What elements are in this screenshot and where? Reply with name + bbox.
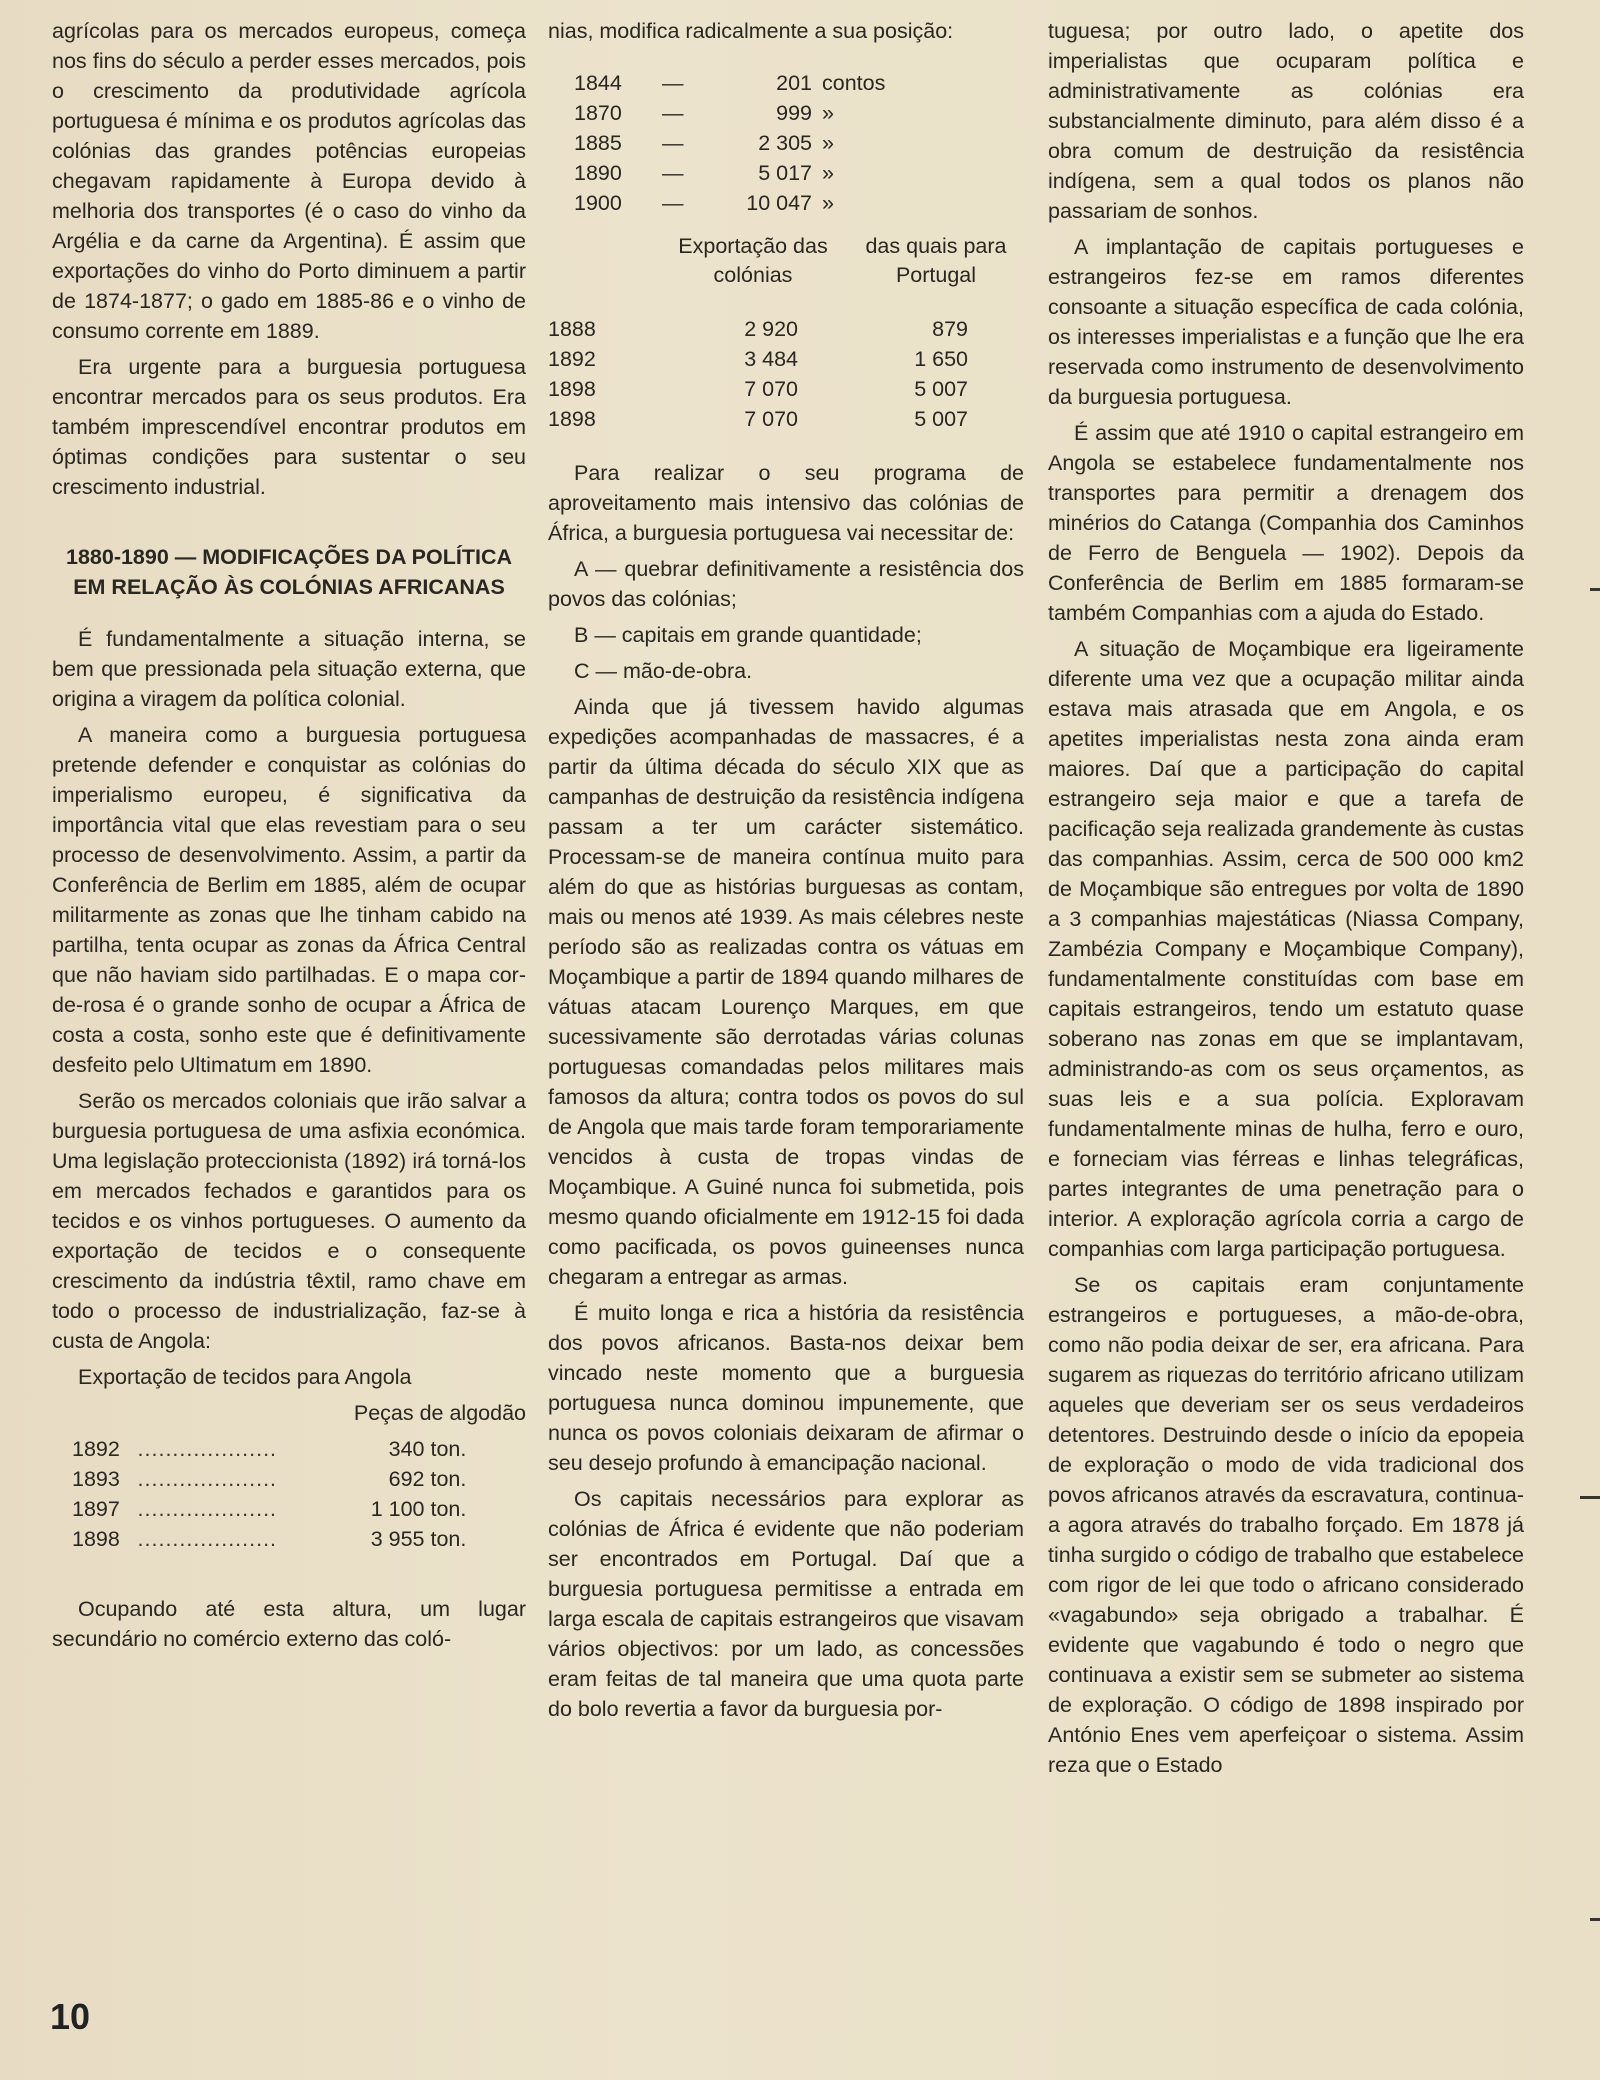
leader-dots: ....................	[137, 1527, 278, 1551]
edge-mark	[1590, 1918, 1600, 1921]
dash-cell: —	[662, 71, 684, 95]
table-row	[574, 98, 902, 128]
table-row	[574, 188, 902, 218]
year-cell: 1870	[574, 101, 622, 125]
table-row	[574, 128, 902, 158]
empty-header-cell	[548, 232, 658, 314]
value-cell: 7 070	[744, 407, 798, 431]
column-2	[548, 16, 1024, 1730]
year-cell: 1893	[72, 1467, 120, 1491]
edge-mark	[1580, 1496, 1600, 1499]
value-cell: 1 100	[370, 1497, 425, 1521]
page-number: 10	[50, 1996, 91, 2037]
column-header: Exportação das colónias	[678, 234, 828, 287]
leader-dots: ....................	[137, 1437, 278, 1461]
table-row	[72, 1524, 492, 1554]
paragraph: A situação de Moçambique era ligeiramente diferente uma vez que a ocupação militar ainda estava mais atrasada que em Angola, e os apetites imperialistas nesta zona ainda eram maiores. Daí que a participação do capital estrangeiro seja maior e que a tarefa de pacificação seja realizada grandemente às custas das companhias. Assim, cerca de 500 000 km2 de Moçambique são entregues por volta de 1890 a 3 companhias majestáticas (Niassa Company, Zambézia Company e Moçambique Company), fundamentalmente constituídas com base em capitais estrangeiros, tendo um estatuto quase soberano nas zonas em que se implantavam, administrando-as com os seus orçamentos, as suas leis e a sua polícia. Exploravam fundamentalmente minas de hulha, ferro e ouro, e forneciam vias férreas e linhas telegráficas, partes integrantes de uma penetração para o interior. A exploração agrícola corria a cargo de companhias com larga participação portuguesa.	[1048, 637, 1524, 1261]
leader-dots: ....................	[137, 1467, 278, 1491]
unit-cell: ton.	[430, 1437, 467, 1461]
paragraph: Se os capitais eram conjuntamente estrangeiros e portugueses, a mão-de-obra, como não podia deixar de ser, era africana. Para sugarem as riquezas do território africano utilizam aqueles que deveriam ser os seus verdadeiros detentores. Destruindo desde o início da epopeia de exploração o modo de vida tradicional dos povos africanos através da escravatura, continua-a agora através do trabalho forçado. Em 1878 já tinha surgido o código de trabalho que estabelece com rigor de lei que todo o africano considerado «vagabundo» seja obrigado a trabalhar. É evidente que vagabundo é todo o negro que continuava a existir sem se submeter ao sistema de exploração. O código de 1898 inspirado por António Enes vem aperfeiçoar o sistema. Assim reza que o Estado	[1048, 1273, 1524, 1777]
value-cell: 2 305	[758, 131, 812, 155]
paragraph: A maneira como a burguesia portuguesa pretende defender e conquistar as colónias do imperialismo europeu, é significativa da importância vital que elas revestiam para o seu processo de desenvolvimento. Assim, a partir da Conferência de Berlim em 1885, além de ocupar militarmente as zonas que lhe tinham cabido na partilha, tenta ocupar as zonas da África Central que não haviam sido partilhadas. E o mapa cor-de-rosa é o grande sonho de ocupar a África de costa a costa, sonho este que é definitivamente desfeito pelo Ultimatum em 1890.	[52, 723, 526, 1077]
table-subtitle: Peças de algodão	[353, 1401, 526, 1425]
value-cell: 340	[388, 1437, 425, 1461]
paragraph: agrícolas para os mercados europeus, começa nos fins do século a perder esses mercados, pois o crescimento da produtividade agrícola portuguesa é mínima e os produtos agrícolas das colónias das grandes potências europeias chegavam rapidamente à Europa devido à melhoria dos transportes (é o caso do vinho da Argélia e da carne da Argentina). É assim que exportações do vinho do Porto diminuem a partir de 1874-1877; o gado em 1885-86 e o vinho de consumo corrente em 1889.	[52, 19, 526, 343]
year-cell: 1900	[574, 191, 622, 215]
list-item: C — mão-de-obra.	[574, 659, 753, 683]
year-cell: 1892	[72, 1437, 120, 1461]
paragraph: É fundamentalmente a situação interna, se bem que pressionada pela situação externa, que origina a viragem da política colonial.	[52, 627, 526, 711]
value-cell: 879	[932, 317, 968, 341]
colonial-trade-table	[574, 68, 902, 218]
year-cell: 1888	[548, 317, 596, 341]
year-cell: 1890	[574, 161, 622, 185]
table-row	[72, 1434, 492, 1464]
value-cell: 3 955	[370, 1527, 425, 1551]
value-cell: 10 047	[746, 191, 812, 215]
value-cell: 5 007	[914, 377, 968, 401]
column-1	[52, 16, 526, 1660]
dash-cell: —	[662, 131, 684, 155]
year-cell: 1844	[574, 71, 622, 95]
edge-mark	[1590, 588, 1600, 591]
year-cell: 1898	[548, 377, 596, 401]
table-row	[548, 404, 1024, 434]
column-3	[1048, 16, 1524, 1786]
value-cell: 1 650	[914, 347, 968, 371]
table-row	[574, 158, 902, 188]
value-cell: 3 484	[744, 347, 798, 371]
year-cell: 1885	[574, 131, 622, 155]
unit-cell: ton.	[430, 1497, 467, 1521]
paragraph: Ocupando até esta altura, um lugar secundário no comércio externo das coló-	[52, 1597, 526, 1651]
value-cell: 201	[776, 71, 812, 95]
paragraph: Ainda que já tivessem havido algumas expedições acompanhadas de massacres, é a partir da última década do século XIX que as campanhas de destruição da resistência indígena passam a ter um carácter sistemático. Processam-se de maneira contínua muito para além do que as histórias burguesas as contam, mais ou menos até 1939. As mais célebres neste período são as realizadas contra os vátuas em Moçambique a partir de 1894 quando milhares de vátuas atacam Lourenço Marques, em que sucessivamente são derrotadas várias colunas portuguesas comandadas pelos militares mais famosos da altura; contra todos os povos do sul de Angola que mais tarde foram temporariamente vencidos à custa de tropas vindas de Moçambique. A Guiné nunca foi submetida, pois mesmo quando oficialmente em 1912-15 foi dada como pacificada, os povos guineenses nunca chegaram a entregar as armas.	[548, 695, 1024, 1289]
unit-cell: »	[822, 191, 834, 215]
value-cell: 999	[776, 101, 812, 125]
paragraph: tuguesa; por outro lado, o apetite dos imperialistas que ocuparam política e administrativamente as colónias era substancialmente diminuto, para além disso é a obra comum de destruição da resistência indígena, sem a qual todos os planos não passariam de sonhos.	[1048, 19, 1524, 223]
section-heading: 1880-1890 — MODIFICAÇÕES DA POLÍTICA EM RELAÇÃO ÀS COLÓNIAS AFRICANAS	[65, 545, 513, 599]
paragraph: Os capitais necessários para explorar as colónias de África é evidente que não poderiam ser encontrados em Portugal. Daí que a burguesia portuguesa permitisse a entrada em larga escala de capitais estrangeiros que visavam vários objectivos: por um lado, as concessões eram feitas de tal maneira que uma quota parte do bolo revertia a favor da burguesia por-	[548, 1487, 1024, 1721]
year-cell: 1897	[72, 1497, 120, 1521]
table-title: Exportação de tecidos para Angola	[78, 1365, 412, 1389]
unit-cell: contos	[822, 71, 886, 95]
paragraph: É assim que até 1910 o capital estrangeiro em Angola se estabelece fundamentalmente nos transportes para permitir a drenagem dos minérios do Catanga (Companhia dos Caminhos de Ferro de Benguela — 1902). Depois da Conferência de Berlim em 1885 formaram-se também Companhias com a ajuda do Estado.	[1048, 421, 1524, 625]
value-cell: 5 017	[758, 161, 812, 185]
dash-cell: —	[662, 191, 684, 215]
year-cell: 1898	[548, 407, 596, 431]
dash-cell: —	[662, 101, 684, 125]
paragraph: Era urgente para a burguesia portuguesa encontrar mercados para os seus produtos. Era também imprescendível encontrar produtos em óptimas condições para sustentar o seu crescimento industrial.	[52, 355, 526, 499]
textile-export-table	[72, 1434, 492, 1554]
dash-cell: —	[662, 161, 684, 185]
table-row	[548, 374, 1024, 404]
unit-cell: »	[822, 101, 834, 125]
colonial-export-table	[548, 232, 1024, 434]
year-cell: 1898	[72, 1527, 120, 1551]
paragraph: A implantação de capitais portugueses e estrangeiros fez-se em ramos diferentes consoante a situação específica de cada colónia, os interesses imperialistas e a função que lhe era reservada como instrumento de desenvolvimento da burguesia portuguesa.	[1048, 235, 1524, 409]
table-row	[574, 68, 902, 98]
value-cell: 692	[388, 1467, 425, 1491]
table-header-row	[548, 232, 1024, 314]
list-item: A — quebrar definitivamente a resistência dos povos das colónias;	[548, 557, 1024, 611]
table-row	[548, 344, 1024, 374]
column-header: das quais para Portugal	[865, 234, 1007, 287]
paragraph: É muito longa e rica a história da resistência dos povos africanos. Basta-nos deixar bem vincado neste momento que a burguesia portuguesa nunca dominou impunemente, que nunca os povos coloniais deixaram de afirmar o seu desejo profundo à emancipação nacional.	[548, 1301, 1024, 1475]
table-row	[72, 1494, 492, 1524]
value-cell: 5 007	[914, 407, 968, 431]
year-cell: 1892	[548, 347, 596, 371]
paragraph: Serão os mercados coloniais que irão salvar a burguesia portuguesa de uma asfixia económica. Uma legislação proteccionista (1892) irá torná-los em mercados fechados e garantidos para os tecidos e os vinhos portugueses. O aumento da exportação de tecidos e o consequente crescimento da indústria têxtil, ramo chave em todo o processo de industrialização, faz-se à custa de Angola:	[52, 1089, 526, 1353]
paragraph: nias, modifica radicalmente a sua posição:	[548, 19, 954, 43]
table-row	[72, 1464, 492, 1494]
unit-cell: ton.	[430, 1527, 467, 1551]
table-row	[548, 314, 1024, 344]
unit-cell: »	[822, 161, 834, 185]
value-cell: 2 920	[744, 317, 798, 341]
list-item: B — capitais em grande quantidade;	[574, 623, 922, 647]
leader-dots: ....................	[137, 1497, 278, 1521]
unit-cell: ton.	[430, 1467, 467, 1491]
unit-cell: »	[822, 131, 834, 155]
value-cell: 7 070	[744, 377, 798, 401]
paragraph: Para realizar o seu programa de aproveitamento mais intensivo das colónias de África, a burguesia portuguesa vai necessitar de:	[548, 461, 1024, 545]
